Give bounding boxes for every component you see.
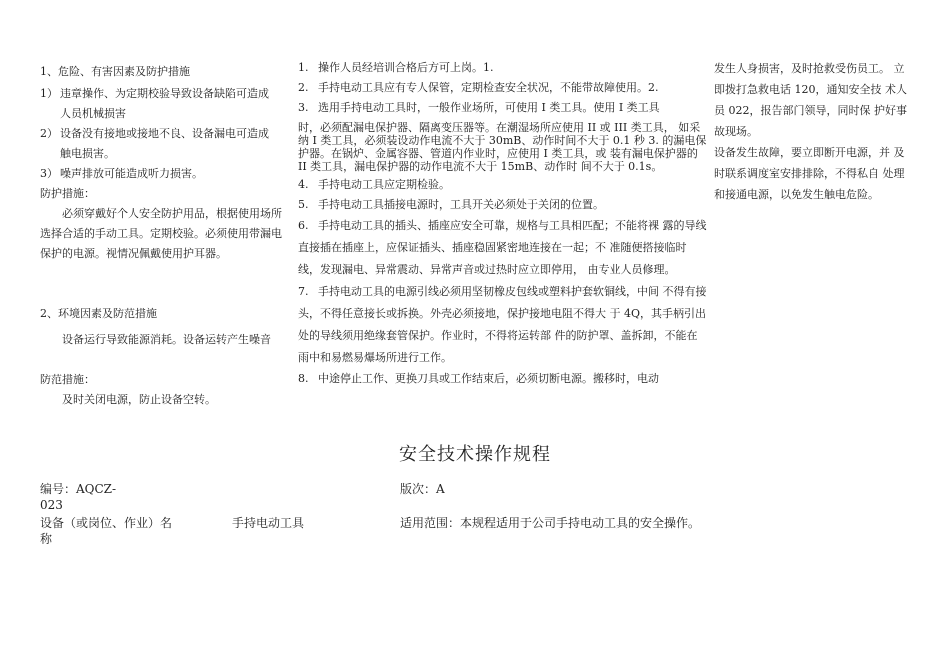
procedure-item: 1. 操作人员经培训合格后方可上岗。1. [298, 61, 494, 74]
env-heading: 2、环境因素及防范措施 [40, 307, 157, 320]
hazard-item-cont: 触电损害。 [60, 147, 115, 160]
scope-text: 适用范围：本规程适用于公司手持电动工具的安全操作。 [400, 516, 701, 530]
doc-code: 编号：AQCZ- 023 [40, 482, 117, 512]
hazard-item: 1） 违章操作、为定期校验导致设备缺陷可造成 [40, 87, 269, 100]
left-column [40, 58, 290, 410]
emergency-text: 发生人身损害，及时抢救受伤员工。 立即拨打急救电话 120，通知安全技 术人员 022，报告部门领导，同时保 护好事故现场。 [714, 62, 907, 138]
procedure-item: 8. 中途停止工作、更换刀具或工作结束后，必须切断电源。搬移时，电动 [298, 372, 659, 385]
procedure-item: 6. 手持电动工具的插头、插座应安全可靠，规格与工具相匹配；不能将裸 露的导线直接插在插座上，应保证插头、插座稳固紧密地连接在一起；不 准随便搭接临时线，发现漏电、异常震动、异常声音或过热时应立即停用， 由专业人员修理。 [298, 219, 707, 276]
protect-label: 防护措施： [40, 187, 95, 200]
protect-text: 必须穿戴好个人安全防护用品，根据使用场所选择合适的手动工具。定期校验。必须使用带漏电保护的电源。视情况佩戴使用护耳器。 [40, 207, 282, 260]
prevent-label: 防范措施： [40, 373, 95, 386]
hazard-item: 2） 设备没有接地或接地不良、设备漏电可造成 [40, 127, 269, 140]
hazard-item-cont: 人员机械损害 [60, 107, 126, 120]
prevent-text: 及时关闭电源，防止设备空转。 [62, 393, 216, 406]
procedure-item: 7. 手持电动工具的电源引线必须用坚韧橡皮包线或塑料护套软铜线，中间 不得有接头，不得任意接长或拆换。外壳必须接地，保护接地电阻不得大 于 4Q，其手柄引出处的导线须用绝缘套管保护。作业时，不得将运转部 件的防护罩、盖拆卸，不能在雨中和易燃易爆场所进行工作。 [298, 285, 707, 364]
hazard-list [40, 84, 290, 184]
env-text: 设备运行导致能源消耗。设备运转产生噪音 [62, 333, 271, 346]
procedure-item: 5. 手持电动工具插接电源时，工具开关必须处于关闭的位置。 [298, 198, 604, 211]
procedure-item: 2. 手持电动工具应有专人保管，定期检查安全状况，不能带故障使用。2. [298, 81, 659, 94]
hazard-item: 3） 噪声排放可能造成听力损害。 [40, 167, 203, 180]
document-title: 安全技术操作规程 [399, 444, 551, 465]
procedure-column [298, 58, 708, 389]
emergency-column [714, 58, 914, 205]
doc-version: 版次：A [400, 482, 445, 496]
device-value: 手持电动工具 [232, 516, 305, 530]
hazard-heading: 1、危险、有害因素及防护措施 [40, 65, 190, 78]
procedure-item: 3. 选用手持电动工具时，一般作业场所，可使用 I 类工具。使用 I 类工具 [298, 101, 660, 114]
device-label: 设备（或岗位、作业）名 称 [40, 516, 173, 546]
fault-text: 设备发生故障，要立即断开电源，并 及时联系调度室安排排除，不得私自 处理和接通电源，以免发生触电危险。 [714, 146, 905, 201]
procedure-item: 4. 手持电动工具应定期检验。 [298, 178, 450, 191]
procedure-item-cont: 时，必须配漏电保护器、隔离变压器等。在潮湿场所应使用 II 或 III 类工具， 如采纳 I 类工具，必须装设动作电流不大于 30mB、动作时间不大于 0.1 秒 3. 的漏电保护器。在锅炉、金属容器、管道内作业时，应使用 I 类工具，或 装有漏电保护器的 II 类工具，漏电保护器的动作电流不大于 15mB、动作时 间不大于 0.1s。 [298, 121, 707, 173]
